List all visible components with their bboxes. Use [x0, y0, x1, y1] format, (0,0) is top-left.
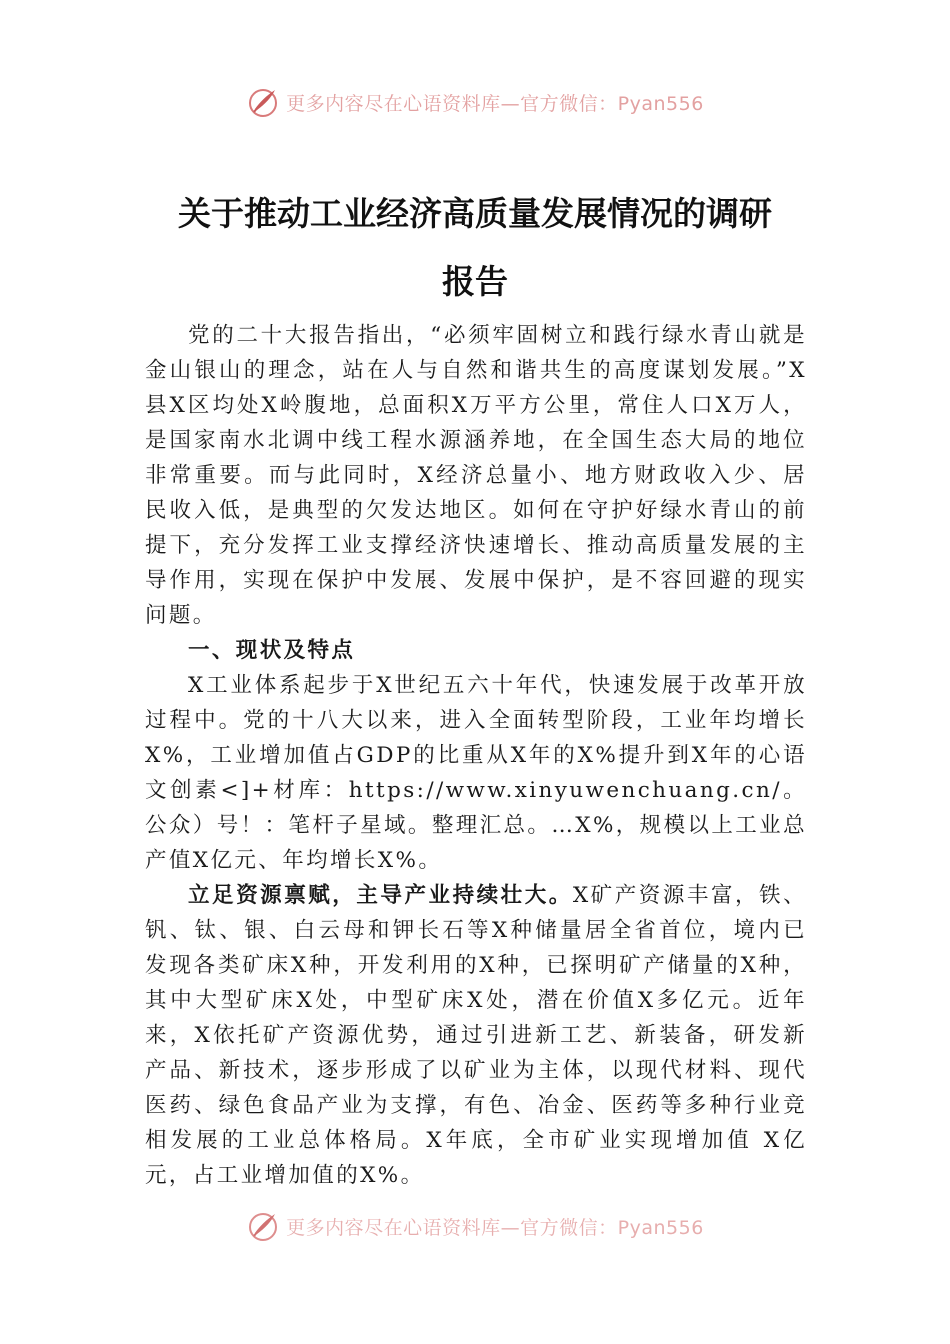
resources-lead: 立足资源禀赋，主导产业持续壮大。: [188, 883, 573, 908]
watermark-footer: [0, 1206, 950, 1246]
watermark-header: [0, 82, 950, 122]
quill-logo-icon: [246, 85, 280, 119]
status-paragraph: [145, 668, 807, 878]
watermark-text: 更多内容尽在心语资料库—官方微信：Pyan556: [286, 1216, 704, 1239]
quill-logo-icon: [246, 1209, 280, 1243]
document-title-line-1: 关于推动工业经济高质量发展情况的调研: [178, 194, 772, 233]
status-text-before-url: X工业体系起步于X世纪五六十年代，快速发展于改革开放过程中。党的十八大以来，进入全面转型阶段，工业年均增长X%，工业增加值占GDP的比重从X年的X%提升到X年的心语文创素<]+材库：: [145, 673, 807, 803]
document-body: [145, 318, 807, 1193]
resources-text: X矿产资源丰富，铁、钒、钛、银、白云母和钾长石等X种储量居全省首位，境内已发现各类矿床X种，开发利用的X种，已探明矿产储量的X种，其中大型矿床X处，中型矿床X处，潜在价值X多亿元。近年来，X依托矿产资源优势，通过引进新工艺、新装备，研发新产品、新技术，逐步形成了以矿业为主体，以现代材料、现代医药、绿色食品产业为支撑，有色、冶金、医药等多种行业竞相发展的工业总体格局。X年底，全市矿业实现增加值 X亿元，占工业增加值的X%。: [145, 883, 807, 1188]
source-url: https://www.xinyuwenchuang.cn/: [348, 778, 782, 803]
status-text-after-url: 。公众）号！：笔杆子星域。整理汇总。…X%，规模以上工业总产值X亿元、年均增长X%。: [145, 778, 807, 873]
watermark-text: 更多内容尽在心语资料库—官方微信：Pyan556: [286, 92, 704, 115]
section-heading: 一、现状及特点: [188, 638, 356, 663]
document-title-line-2: 报告: [442, 262, 508, 301]
intro-paragraph: 党的二十大报告指出，“必须牢固树立和践行绿水青山就是金山银山的理念，站在人与自然和谐共生的高度谋划发展。”X县X区均处X岭腹地，总面积X万平方公里，常住人口X万人，是国家南水北调中线工程水源涵养地，在全国生态大局的地位非常重要。而与此同时，X经济总量小、地方财政收入少、居民收入低，是典型的欠发达地区。如何在守护好绿水青山的前提下，充分发挥工业支撑经济快速增长、推动高质量发展的主导作用，实现在保护中发展、发展中保护，是不容回避的现实问题。: [145, 323, 807, 628]
resources-paragraph: [145, 878, 807, 1193]
